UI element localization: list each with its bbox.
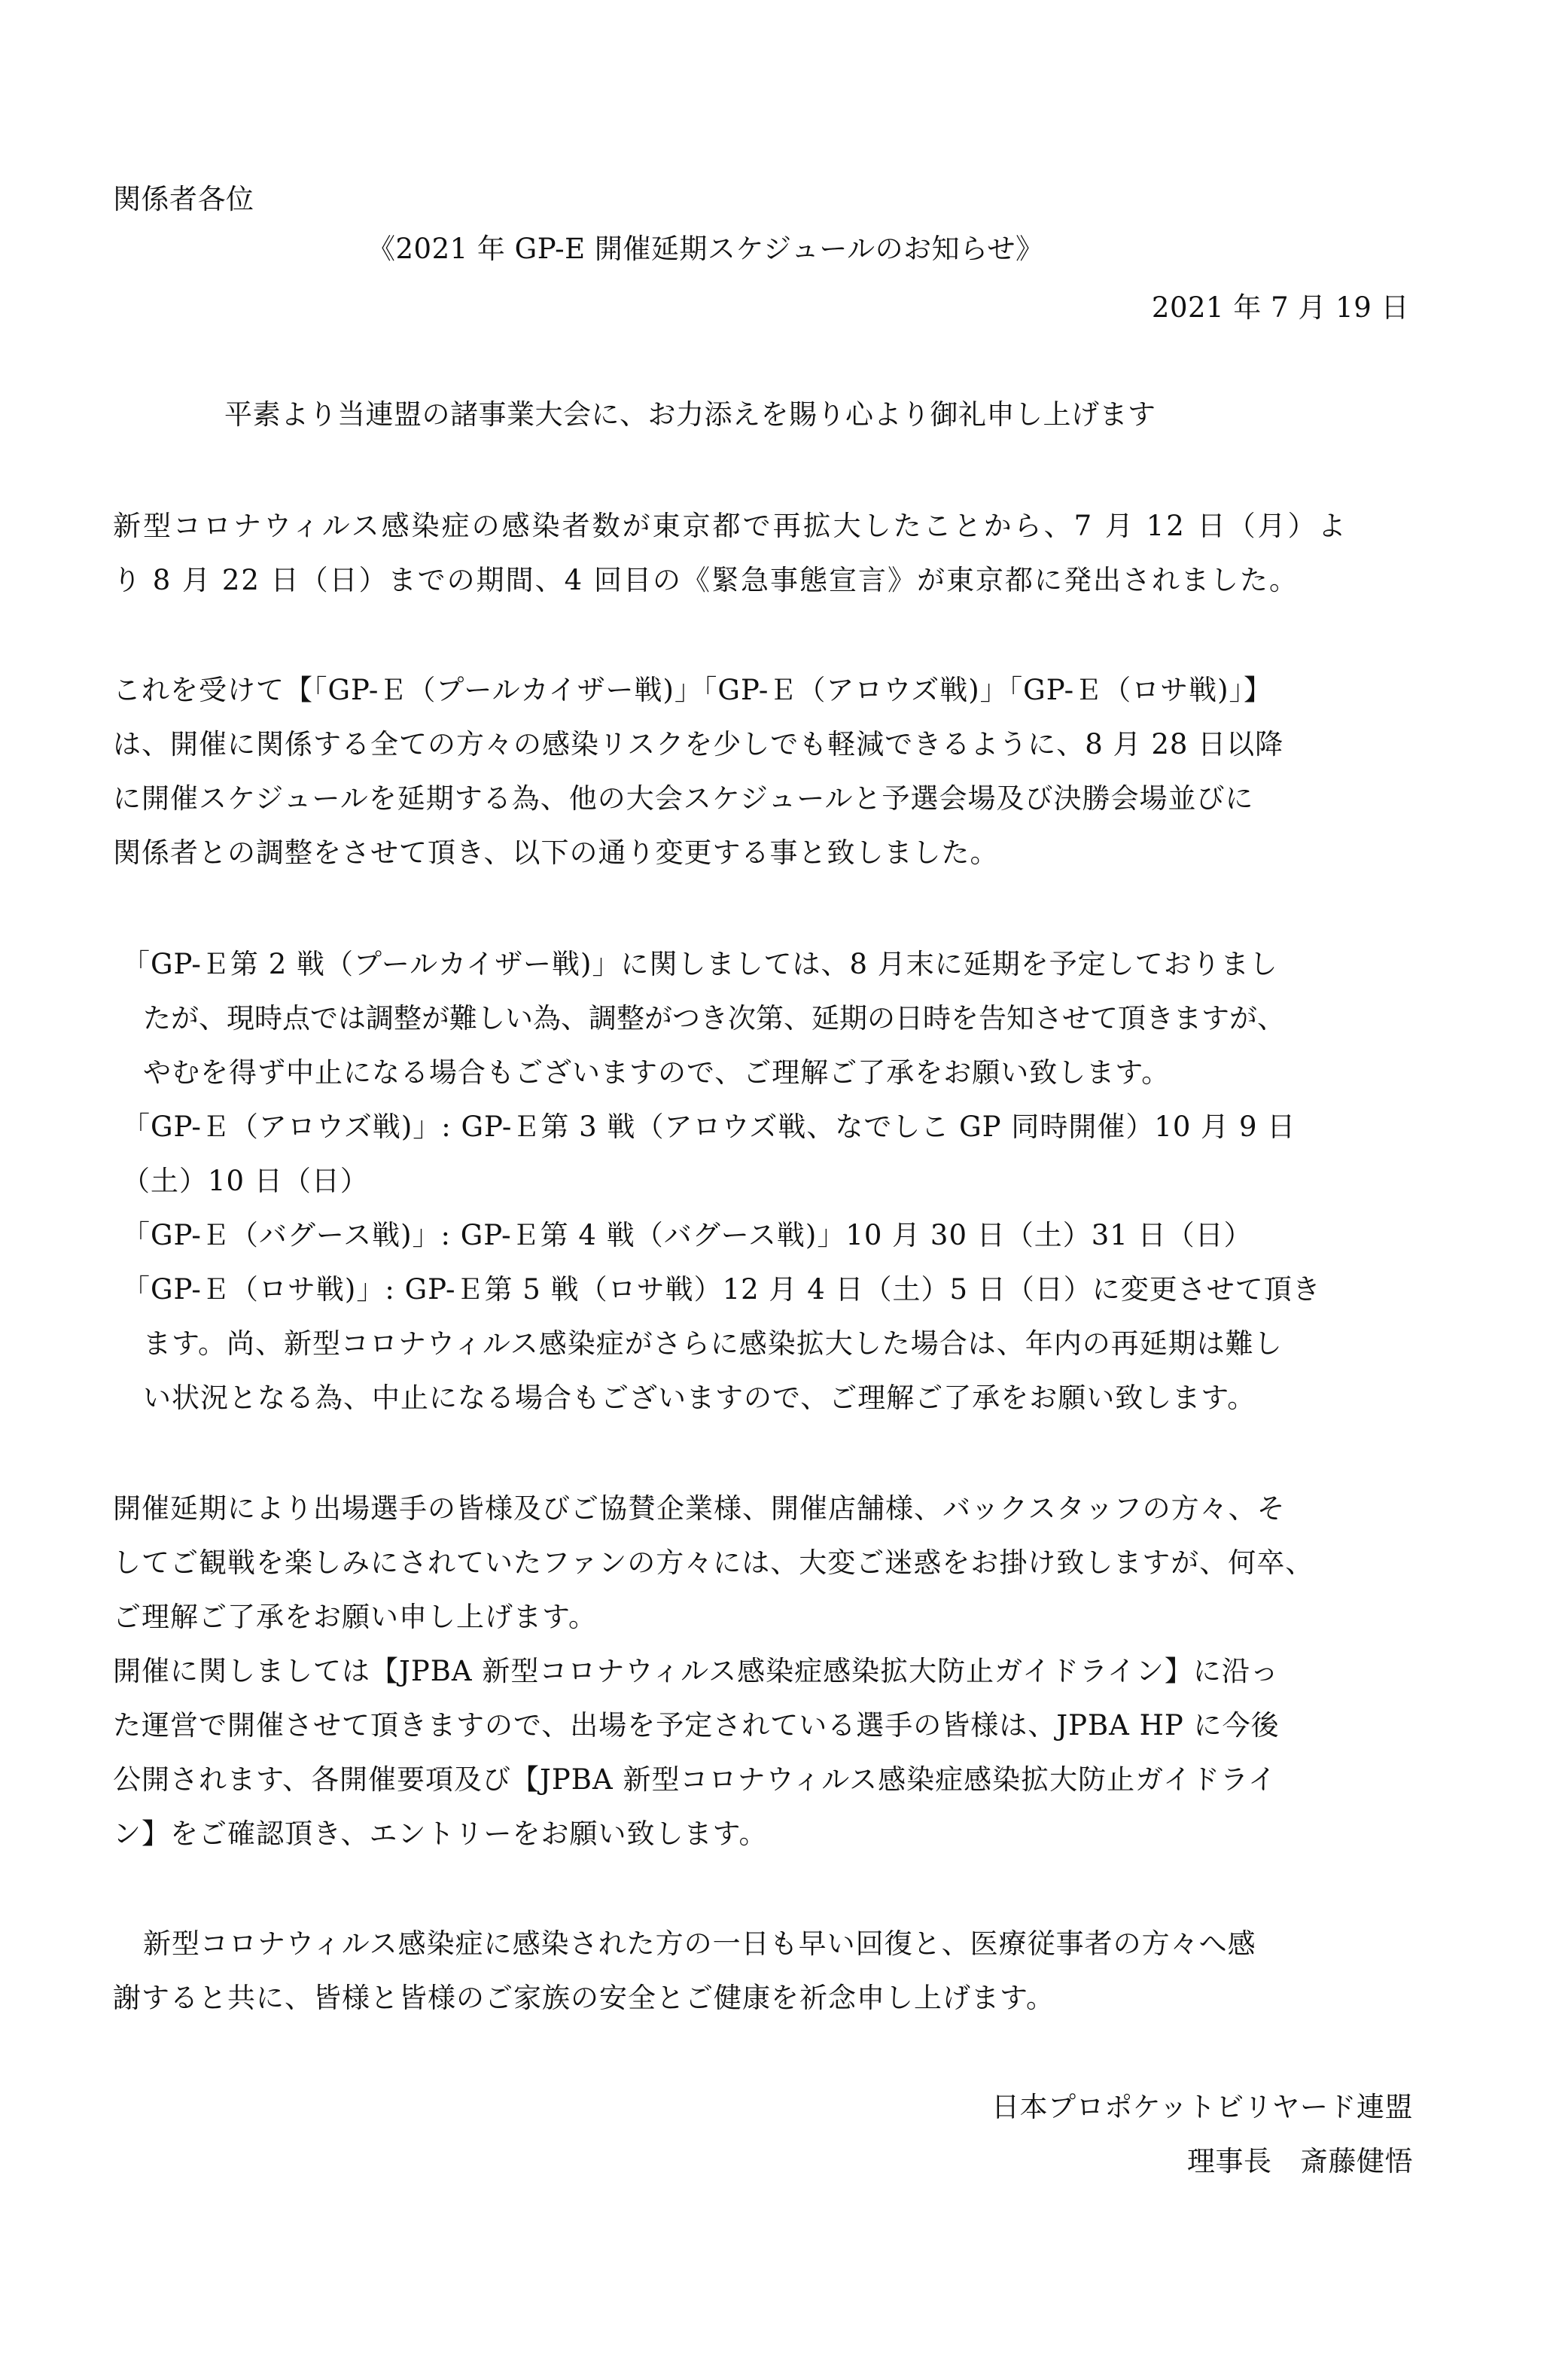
schedule-line: ます。尚、新型コロナウィルス感染症がさらに感染拡大した場合は、年内の再延期は難し — [143, 1327, 1283, 1360]
paragraph-line: 新型コロナウィルス感染症に感染された方の一日も早い回復と、医療従事者の方々へ感 — [143, 1927, 1256, 1960]
schedule-line: 「GP-Ｅ（ロサ戦)」: GP-Ｅ第 5 戦（ロサ戦）12 月 4 日（土）5 日（日）に変更させて頂き — [122, 1273, 1321, 1306]
paragraph-line: 新型コロナウィルス感染症の感染者数が東京都で再拡大したことから、7 月 12 日（月）よ — [113, 510, 1348, 542]
paragraph-line: 関係者との調整をさせて頂き、以下の通り変更する事と致しました。 — [113, 837, 999, 869]
paragraph-line: 公開されます、各開催要項及び【JPBA 新型コロナウィルス感染症感染拡大防止ガイドライ — [113, 1763, 1277, 1796]
paragraph-line: り 8 月 22 日（日）までの期間、4 回目の《緊急事態宣言》が東京都に発出されました。 — [113, 564, 1299, 596]
schedule-line: 「GP-Ｅ（バグース戦)」: GP-Ｅ第 4 戦（バグース戦)」10 月 30 日（土）31 日（日） — [122, 1219, 1253, 1251]
paragraph-line: 謝すると共に、皆様と皆様のご家族の安全とご健康を祈念申し上げます。 — [113, 1982, 1055, 2014]
paragraph-line: ご理解ご了承をお願い申し上げます。 — [113, 1601, 598, 1633]
schedule-line: やむを得ず中止になる場合もございますので、ご理解ご了承をお願い致します。 — [143, 1056, 1171, 1089]
signature-name: 理事長 斎藤健悟 — [1187, 2145, 1413, 2177]
schedule-line: 「GP-Ｅ第 2 戦（プールカイザー戦)」に関しましては、8 月末に延期を予定しておりまし — [122, 948, 1278, 980]
document-date: 2021 年 7 月 19 日 — [1151, 291, 1409, 324]
schedule-line: い状況となる為、中止になる場合もございますので、ご理解ご了承をお願い致します。 — [143, 1382, 1256, 1414]
paragraph-line: 開催に関しましては【JPBA 新型コロナウィルス感染症感染拡大防止ガイドライン】に沿っ — [113, 1655, 1279, 1687]
schedule-line: （土）10 日（日） — [122, 1165, 369, 1197]
recipients-line: 関係者各位 — [113, 183, 254, 215]
greeting-line: 平素より当連盟の諸事業大会に、お力添えを賜り心より御礼申し上げます — [224, 398, 1156, 431]
paragraph-line: に開催スケジュールを延期する為、他の大会スケジュールと予選会場及び決勝会場並びに — [113, 782, 1254, 815]
schedule-line: たが、現時点では調整が難しい為、調整がつき次第、延期の日時を告知させて頂きますが、 — [143, 1002, 1285, 1035]
document-title: 《2021 年 GP-E 開催延期スケジュールのお知らせ》 — [367, 233, 1044, 265]
schedule-line: 「GP-Ｅ（アロウズ戦)」: GP-Ｅ第 3 戦（アロウズ戦、なでしこ GP 同時開催）10 月 9 日 — [122, 1111, 1296, 1143]
paragraph-line: た運営で開催させて頂きますので、出場を予定されている選手の皆様は、JPBA HP に今後 — [113, 1709, 1280, 1742]
paragraph-line: ン】をご確認頂き、エントリーをお願い致します。 — [113, 1818, 768, 1850]
paragraph-line: これを受けて【「GP-Ｅ（プールカイザー戦)」「GP-Ｅ（アロウズ戦)」「GP-Ｅ（ロサ戦)」】 — [113, 674, 1273, 706]
paragraph-line: 開催延期により出場選手の皆様及びご協賛企業様、開催店舗様、バックスタッフの方々、そ — [113, 1492, 1286, 1525]
paragraph-line: は、開催に関係する全ての方々の感染リスクを少しでも軽減できるように、8 月 28 日以降 — [113, 728, 1284, 760]
paragraph-line: してご観戦を楽しみにされていたファンの方々には、大変ご迷惑をお掛け致しますが、何卒、 — [113, 1547, 1314, 1579]
signature-organization: 日本プロポケットビリヤード連盟 — [991, 2091, 1413, 2123]
